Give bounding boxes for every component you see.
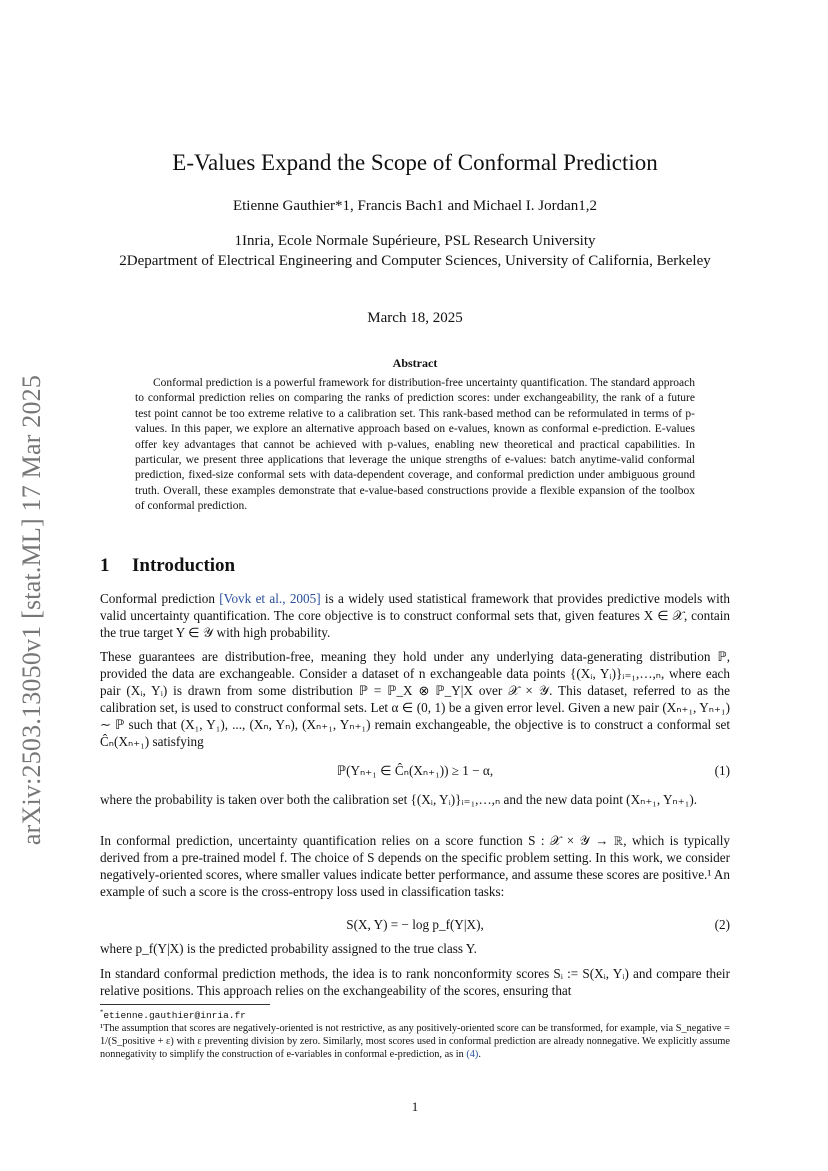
intro-paragraph-2: These guarantees are distribution-free, meaning they hold under any underlying data-generating distribution ℙ, provided the data are exchangeable. Consider a dataset of n exchangeable data points {(Xᵢ, Yᵢ)}ᵢ₌₁,…,ₙ, where each pair (Xᵢ, Yᵢ) is drawn from some distribution ℙ = ℙ_X ⊗ ℙ_Y|X over 𝒳 × 𝒴. This dataset, referred to as the calibration set, is used to construct conformal sets. Let α ∈ (0, 1) be a given error level. Given a new pair (Xₙ₊₁, Yₙ₊₁) ∼ ℙ such that (X₁, Y₁), ..., (Xₙ, Yₙ), (Xₙ₊₁, Yₙ₊₁) remain exchangeable, the objective is to construct a conformal set Ĉₙ(Xₙ₊₁) satisfying <box>100 649 730 749</box>
footnote-1 <box>100 1022 730 1062</box>
affiliation-1: 1Inria, Ecole Normale Supérieure, PSL Research University <box>234 233 596 249</box>
section-heading <box>100 555 235 577</box>
page-number: 1 <box>411 1099 419 1114</box>
arxiv-identifier-text: arXiv:2503.13050v1 [stat.ML] 17 Mar 2025 <box>17 374 46 846</box>
footnote-email <box>100 1009 730 1022</box>
equation-expression: ℙ(Yₙ₊₁ ∈ Ĉₙ(Xₙ₊₁)) ≥ 1 − α, <box>336 763 494 778</box>
section-number: 1 <box>100 555 110 576</box>
intro-paragraph-6: In standard conformal prediction methods, the idea is to rank nonconformity scores Sᵢ := S(Xᵢ, Yᵢ) and compare their relative positions. This approach relies on the exchangeability of the scores, ensuring that <box>100 966 730 998</box>
paragraph-text: Conformal prediction <box>100 591 220 606</box>
citation-link[interactable]: [Vovk et al., 2005] <box>219 591 321 606</box>
footnote-rule <box>100 1004 270 1005</box>
paragraph-text: is a widely used statistical framework that provides predictive models with valid uncertainty quantification. The core objective is to construct conformal sets that, given features X ∈ 𝒳, contain the true target Y ∈ 𝒴 with high probability. <box>100 591 730 640</box>
intro-paragraph-1 <box>100 590 730 641</box>
abstract-text: Conformal prediction is a powerful framework for distribution-free uncertainty quantification. The standard approach to conformal prediction relies on comparing the ranks of prediction scores: under exchangeability, the rank of a future test point cannot be too extreme relative to a calibration set. This rank-based method can be reformulated in terms of p-values. In this paper, we explore an alternative approach based on e-values, known as conformal e-prediction. E-values offer key advantages that cannot be achieved with p-values, enabling new theoretical and practical capabilities. In particular, we present three applications that leverage the unique strengths of e-values: batch anytime-valid conformal prediction, fixed-size conformal sets with data-dependent coverage, and conformal prediction under ambiguous ground truth. Overall, these examples demonstrate that e-value-based constructions provide a flexible expansion of the toolbox of conformal prediction. <box>135 377 695 513</box>
equation-expression: S(X, Y) = − log p_f(Y|X), <box>346 917 484 932</box>
author-list: Etienne Gauthier*1, Francis Bach1 and Michael I. Jordan1,2 <box>232 198 598 214</box>
arxiv-identifier <box>12 355 52 875</box>
intro-paragraph-3: where the probability is taken over both the calibration set {(Xᵢ, Yᵢ)}ᵢ₌₁,…,ₙ and the new data point (Xₙ₊₁, Yₙ₊₁). <box>100 792 698 807</box>
intro-paragraph-5: where p_f(Y|X) is the predicted probability assigned to the true class Y. <box>100 941 477 956</box>
footnote-text: . <box>478 1049 481 1061</box>
section-title: Introduction <box>132 555 236 576</box>
paper-date: March 18, 2025 <box>367 310 463 326</box>
paper-title: E-Values Expand the Scope of Conformal Prediction <box>172 150 658 175</box>
intro-paragraph-4: In conformal prediction, uncertainty quantification relies on a score function S : 𝒳 × 𝒴 → ℝ, which is typically derived from a pre-trained model f. The choice of S depends on the specific problem setting. In this work, we consider negatively-oriented scores, where smaller values indicate better performance, and assume these scores are positive.¹ An example of such a score is the cross-entropy loss used in classification tasks: <box>100 833 730 899</box>
equation-number: (1) <box>714 763 730 778</box>
abstract-heading: Abstract <box>392 356 438 370</box>
footnote-marker: * <box>100 1008 104 1016</box>
equation-number: (2) <box>714 917 730 932</box>
footnote-text: ¹The assumption that scores are negatively-oriented is not restrictive, as any positively-oriented score can be transformed, for example, via S_negative = 1/(S_positive + ε) with ε preventing division by zero. Similarly, most scores used in conformal prediction are already nonnegative. We explicitly assume nonnegativity to simplify the construction of e-variables in conformal e-prediction, as in <box>100 1023 730 1061</box>
author-email: etienne.gauthier@inria.fr <box>103 1010 246 1021</box>
equation-reference-link[interactable]: (4) <box>466 1049 479 1061</box>
affiliation-2: 2Department of Electrical Engineering and Computer Sciences, University of California, Berkeley <box>119 253 711 269</box>
